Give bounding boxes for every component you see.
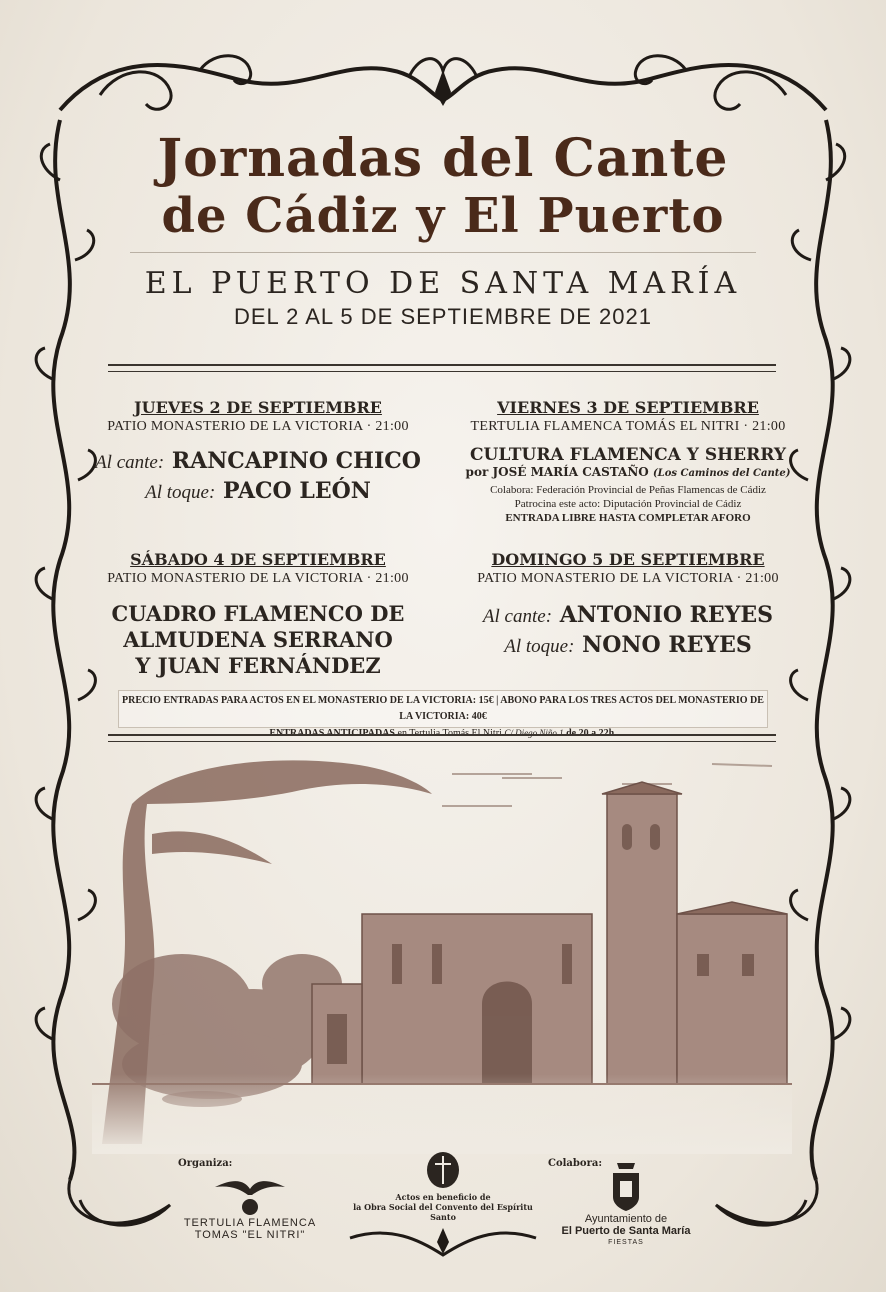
- advance-hours: de 20 a 22h.: [566, 728, 617, 739]
- organiza-line-1: TERTULIA FLAMENCA: [183, 1217, 317, 1229]
- cante-name: RANCAPINO CHICO: [171, 448, 421, 474]
- cante-label: Al cante:: [482, 606, 553, 627]
- toque-line: [458, 631, 798, 661]
- toque-line: [88, 477, 428, 507]
- double-rule-bottom: [108, 734, 776, 742]
- cante-label: Al cante:: [95, 452, 165, 473]
- cante-line: [458, 601, 798, 631]
- event-day: DOMINGO 5 DE SEPTIEMBRE: [491, 550, 765, 569]
- advance-address: C/ Diego Niño 1: [504, 728, 564, 738]
- ayto-line-2: El Puerto de Santa María: [561, 1225, 691, 1237]
- saturday-line-1: CUADRO FLAMENCO DE: [111, 601, 405, 626]
- bottom-ornament: [350, 1228, 536, 1255]
- friday-title: CULTURA FLAMENCA Y SHERRY: [469, 445, 787, 465]
- event-day: SÁBADO 4 DE SEPTIEMBRE: [130, 550, 386, 569]
- friday-author: [458, 465, 798, 479]
- ayto-line-1: Ayuntamiento de: [584, 1213, 668, 1225]
- footer-center: [343, 1150, 543, 1222]
- saturday-line-3: Y JUAN FERNÁNDEZ: [135, 653, 381, 678]
- friday-sponsor: Patrocina este acto: Diputación Provincial de Cádiz: [514, 498, 742, 510]
- event-venue: PATIO MONASTERIO DE LA VICTORIA · 21:00: [107, 571, 409, 586]
- friday-collab: Colabora: Federación Provincial de Peñas Flamencas de Cádiz: [490, 484, 766, 496]
- center-line-1: Actos en beneficio de: [395, 1192, 491, 1202]
- header-divider: [130, 252, 756, 253]
- title-line-1: Jornadas del Cante: [157, 128, 729, 189]
- city-heading: EL PUERTO DE SANTA MARÍA: [144, 266, 742, 301]
- event-day: JUEVES 2 DE SEPTIEMBRE: [134, 398, 382, 417]
- title-line-2: de Cádiz y El Puerto: [161, 188, 725, 244]
- price-box: [118, 690, 768, 739]
- toque-name: PACO LEÓN: [223, 478, 371, 504]
- footer-organiza: [170, 1158, 330, 1241]
- event-venue: PATIO MONASTERIO DE LA VICTORIA · 21:00: [477, 571, 779, 586]
- toque-label: Al toque:: [504, 636, 575, 657]
- organiza-label: Organiza:: [178, 1158, 233, 1169]
- author-note: (Los Caminos del Cante): [652, 468, 791, 479]
- advance-label: ENTRADAS ANTICIPADAS: [269, 728, 395, 739]
- toque-name: NONO REYES: [582, 632, 752, 658]
- event-day: VIERNES 3 DE SEPTIEMBRE: [497, 398, 759, 417]
- date-range: DEL 2 AL 5 DE SEPTIEMBRE DE 2021: [234, 304, 652, 329]
- colabora-label: Colabora:: [548, 1158, 603, 1169]
- advance-place: en Tertulia Tomás El Nitri: [397, 728, 502, 739]
- double-rule-top: [108, 364, 776, 372]
- price-line: PRECIO ENTRADAS PARA ACTOS EN EL MONASTERIO DE LA VICTORIA: 15€ | ABONO PARA LOS TRES ACTOS DEL MONASTERIO DE LA VICTORIA: 40€: [122, 695, 764, 722]
- monastery-illustration: [92, 744, 792, 1154]
- author-name: por JOSÉ MARÍA CASTAÑO: [465, 465, 649, 479]
- center-line-2: la Obra Social del Convento del Espíritu Santo: [353, 1202, 533, 1222]
- bird-logo-icon: [210, 1169, 290, 1217]
- event-venue: TERTULIA FLAMENCA TOMÁS EL NITRI · 21:00: [470, 419, 786, 434]
- event-thursday: [88, 398, 428, 507]
- organiza-line-2: TOMAS "EL NITRI": [194, 1229, 306, 1241]
- friday-free-entry: ENTRADA LIBRE HASTA COMPLETAR AFORO: [505, 512, 751, 524]
- emblem-icon: [425, 1150, 461, 1190]
- cante-line: [88, 447, 428, 477]
- toque-label: Al toque:: [145, 482, 216, 503]
- event-friday: [458, 398, 798, 525]
- event-venue: PATIO MONASTERIO DE LA VICTORIA · 21:00: [107, 419, 409, 434]
- top-ornament: [60, 56, 826, 110]
- event-saturday: [88, 550, 428, 679]
- saturday-line-2: ALMUDENA SERRANO: [123, 627, 393, 652]
- event-sunday: [458, 550, 798, 661]
- cante-name: ANTONIO REYES: [559, 602, 774, 628]
- footer-colabora: [548, 1158, 704, 1246]
- ayto-line-3: FIESTAS: [608, 1239, 644, 1246]
- city-shield-icon: [609, 1159, 643, 1213]
